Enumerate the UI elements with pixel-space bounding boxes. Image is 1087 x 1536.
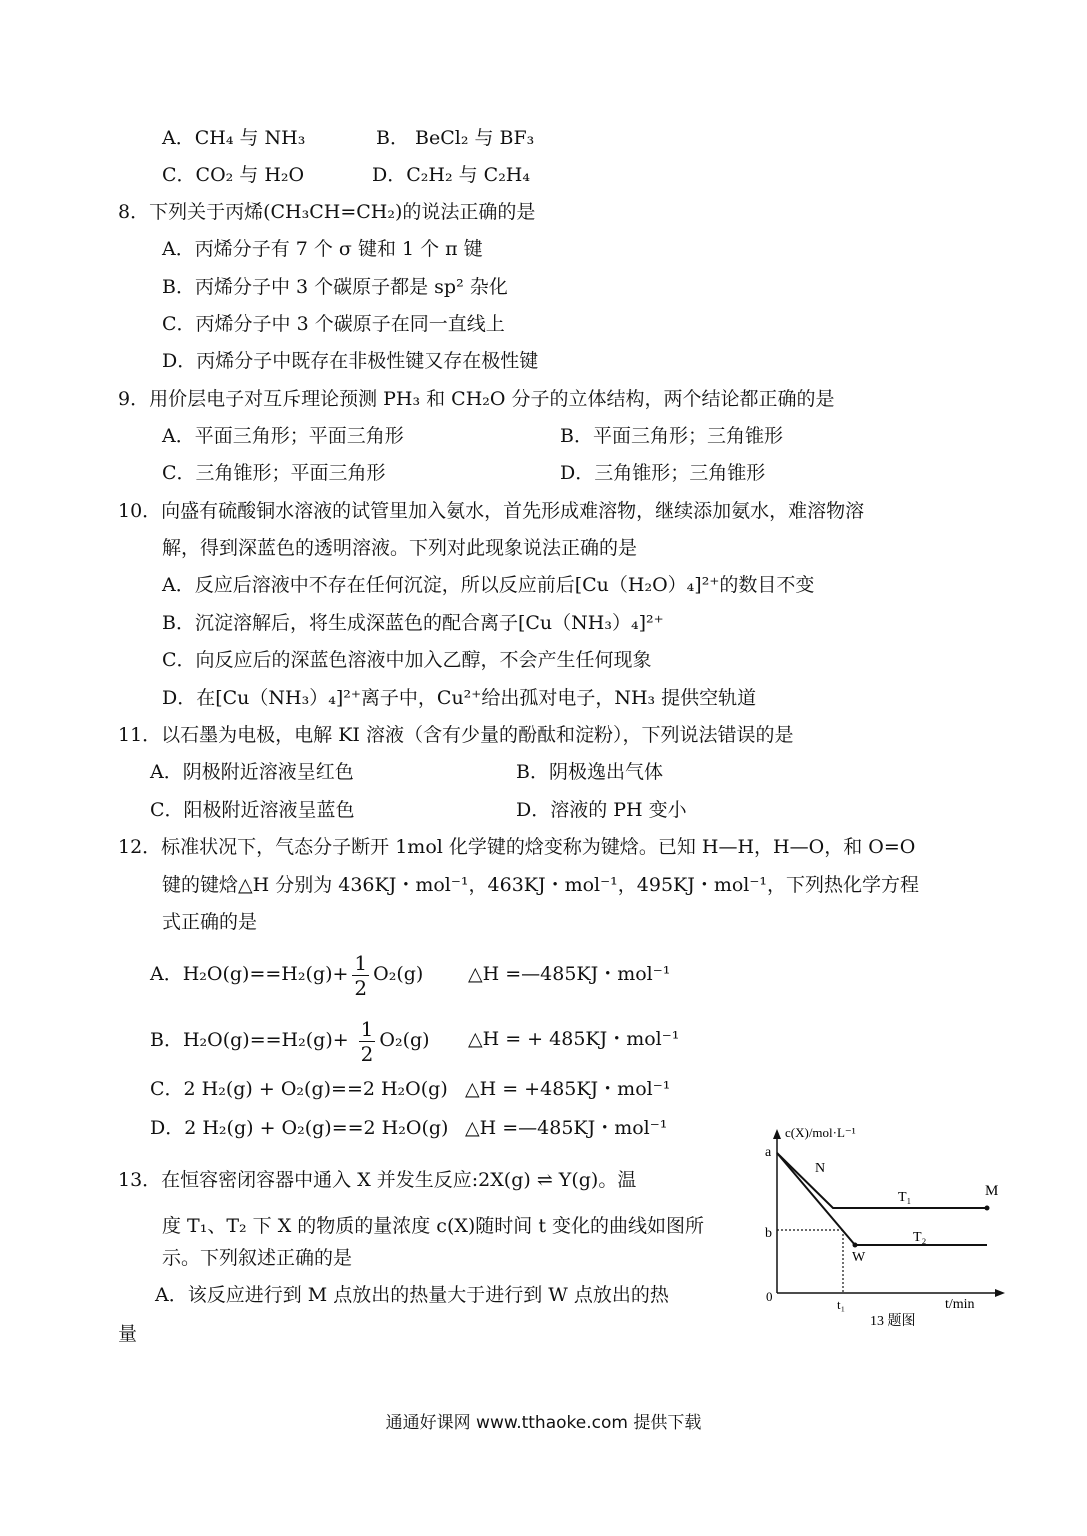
q12-stem-line3: 式正确的是 [162,911,258,933]
fraction-numerator: 1 [360,1016,374,1041]
q9-option-d: D．三角锥形；三角锥形 [560,462,766,484]
q13-option-a-line2: 量 [118,1323,138,1345]
q13-stem-line2: 度 T₁、T₂ 下 X 的物质的量浓度 c(X)随时间 t 变化的曲线如图所 [162,1215,705,1237]
q12-option-a [150,948,423,1000]
point-m [985,1206,990,1211]
q12-option-d: D．2 H₂(g) + O₂(g)==2 H₂O(g) [150,1117,449,1139]
q12-option-d-enthalpy: △H =—485KJ・mol⁻¹ [465,1117,668,1139]
q13-stem-line1: 13．在恒容密闭容器中通入 X 并发生反应:2X(g) ⇌ Y(g)。温 [118,1169,637,1191]
q8-option-b: B．丙烯分子中 3 个碳原子都是 sp² 杂化 [162,276,508,298]
q9-option-b: B．平面三角形；三角锥形 [560,425,783,447]
q9-option-c: C．三角锥形；平面三角形 [162,462,386,484]
q12-a-right: O₂(g) [373,963,424,985]
q13-stem-line3: 示。下列叙述正确的是 [162,1247,353,1269]
fraction-numerator: 1 [354,950,368,975]
q10-option-a: A．反应后溶液中不存在任何沉淀，所以反应前后[Cu（H₂O）₄]²⁺的数目不变 [162,574,815,596]
q12-option-a-enthalpy: △H =—485KJ・mol⁻¹ [468,963,671,985]
point-w [853,1243,858,1248]
fraction-one-half [359,1016,376,1066]
q7-option-a: A．CH₄ 与 NH₃ [162,127,306,149]
q12-a-left: A．H₂O(g)==H₂(g)+ [150,963,349,985]
label-n: N [815,1161,826,1176]
figure-caption: 13 题图 [870,1314,916,1329]
curve-t1 [777,1153,987,1208]
q10-option-b: B．沉淀溶解后，将生成深蓝色的配合离子[Cu（NH₃）₄]²⁺ [162,612,664,634]
q11-option-a: A．阴极附近溶液呈红色 [150,761,354,783]
q8-stem: 8．下列关于丙烯(CH₃CH=CH₂)的说法正确的是 [118,201,536,223]
q11-stem: 11．以石墨为电极，电解 KI 溶液（含有少量的酚酞和淀粉），下列说法错误的是 [118,724,794,746]
q13-figure [755,1115,1015,1340]
q8-option-c: C．丙烯分子中 3 个碳原子在同一直线上 [162,313,505,335]
fraction-denominator: 2 [360,1041,374,1066]
q10-option-c: C．向反应后的深蓝色溶液中加入乙醇，不会产生任何现象 [162,649,652,671]
q12-option-c: C．2 H₂(g) + O₂(g)==2 H₂O(g) [150,1078,448,1100]
q11-option-d: D．溶液的 PH 变小 [516,799,687,821]
q12-option-b-enthalpy: △H = + 485KJ・mol⁻¹ [468,1028,680,1050]
fraction-denominator: 2 [354,975,368,1000]
q12-option-b [150,1014,430,1066]
q9-option-a: A．平面三角形；平面三角形 [162,425,404,447]
q12-stem-line1: 12．标准状况下，气态分子断开 1mol 化学键的焓变称为键焓。已知 H—H，H—O，和 O=O [118,836,916,858]
label-t1-curve: T₁ [898,1190,912,1205]
q7-option-d: D．C₂H₂ 与 C₂H₄ [372,164,530,186]
q7-option-b: B． BeCl₂ 与 BF₃ [376,127,535,149]
page-footer: 通通好课网 www.tthaoke.com 提供下载 [385,1413,702,1433]
q12-b-right: O₂(g) [379,1029,430,1051]
label-t2-curve: T₂ [913,1230,927,1245]
q12-stem-line2: 键的键焓△H 分别为 436KJ・mol⁻¹，463KJ・mol⁻¹，495KJ・mol⁻¹，下列热化学方程 [162,874,920,896]
label-origin: 0 [766,1289,773,1304]
label-w: W [852,1250,866,1265]
label-b: b [765,1226,772,1241]
label-t1-tick: t₁ [837,1297,846,1312]
q7-option-c: C．CO₂ 与 H₂O [162,164,305,186]
x-axis-label: t/min [945,1297,975,1312]
q12-option-c-enthalpy: △H = +485KJ・mol⁻¹ [465,1078,671,1100]
x-axis-arrow [995,1289,1005,1297]
label-m: M [985,1183,999,1199]
curve-t2 [777,1153,987,1245]
q9-stem: 9．用价层电子对互斥理论预测 PH₃ 和 CH₂O 分子的立体结构，两个结论都正确的是 [118,388,835,410]
q10-stem-line2: 解，得到深蓝色的透明溶液。下列对此现象说法正确的是 [162,537,638,559]
label-a: a [765,1145,772,1160]
y-axis-arrow [773,1129,781,1139]
fraction-one-half [352,950,369,1000]
q10-option-d: D．在[Cu（NH₃）₄]²⁺离子中，Cu²⁺给出孤对电子，NH₃ 提供空轨道 [162,687,757,709]
q11-option-b: B．阴极逸出气体 [516,761,663,783]
y-axis-label: c(X)/mol·L⁻¹ [785,1125,856,1140]
q8-option-a: A．丙烯分子有 7 个 σ 键和 1 个 π 键 [162,238,483,260]
q13-option-a-line1: A．该反应进行到 M 点放出的热量大于进行到 W 点放出的热 [155,1284,669,1306]
q11-option-c: C．阳极附近溶液呈蓝色 [150,799,355,821]
q12-b-left: B．H₂O(g)==H₂(g)+ [150,1029,349,1051]
q8-option-d: D．丙烯分子中既存在非极性键又存在极性键 [162,350,539,372]
q10-stem-line1: 10．向盛有硫酸铜水溶液的试管里加入氨水，首先形成难溶物，继续添加氨水，难溶物溶 [118,500,865,522]
